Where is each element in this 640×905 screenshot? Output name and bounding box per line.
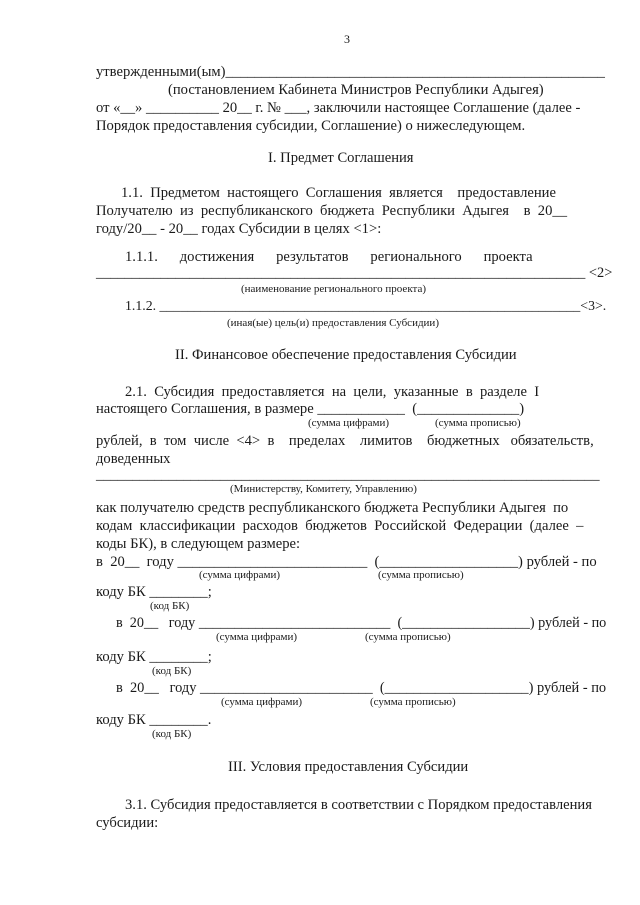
section-heading: I. Предмет Соглашения xyxy=(268,150,414,166)
doc-line: году/20__ - 20__ годах Субсидии в целях <1>: xyxy=(96,221,382,237)
doc-line: в 20__ году ________________________ (____________________) рублей - по xyxy=(116,680,607,696)
doc-line: коду БК ________. xyxy=(96,712,212,728)
doc-line: в 20__ году ___________________________ (__________________) рублей - по xyxy=(116,615,607,631)
doc-line: 3.1. Субсидия предоставляется в соответствии с Порядком предоставления xyxy=(125,797,592,813)
doc-line: кодам классификации расходов бюджетов Российской Федерации (далее – xyxy=(96,518,584,534)
doc-line: как получателю средств республиканского бюджета Республики Адыгея по xyxy=(96,500,569,516)
doc-line: 1.1.1. достижения результатов регионального проекта xyxy=(125,249,533,265)
doc-line: 1.1. Предметом настоящего Соглашения является предоставление xyxy=(121,185,556,201)
doc-line: в 20__ году __________________________ (___________________) рублей - по xyxy=(96,554,597,570)
page-number: 3 xyxy=(344,32,350,46)
doc-line: 1.1.2. _____________________________________________________________<3>. xyxy=(125,298,607,313)
doc-line: утвержденными(ым)____________________________________________________ xyxy=(96,64,605,80)
doc-line: 2.1. Субсидия предоставляется на цели, указанные в разделе I xyxy=(125,384,540,400)
caption: (сумма прописью) xyxy=(435,417,521,429)
caption: (иная(ые) цель(и) предоставления Субсидии) xyxy=(227,317,439,329)
section-heading: II. Финансовое обеспечение предоставления Субсидии xyxy=(175,347,517,363)
doc-line: коду БК ________; xyxy=(96,649,212,665)
doc-line: Порядок предоставления субсидии, Соглашение) о нижеследующем. xyxy=(96,118,526,134)
caption: (сумма прописью) xyxy=(370,696,456,708)
section-heading: III. Условия предоставления Субсидии xyxy=(228,759,469,775)
doc-line: Получателю из республиканского бюджета Республики Адыгея в 20__ xyxy=(96,203,567,219)
caption: (сумма прописью) xyxy=(365,631,451,643)
doc-line: коды БК), в следующем размере: xyxy=(96,536,301,552)
caption: (наименование регионального проекта) xyxy=(241,283,427,295)
doc-line: субсидии: xyxy=(96,815,159,831)
doc-line: _____________________________________________________________________ xyxy=(96,467,600,483)
doc-line: рублей, в том числе <4> в пределах лимитов бюджетных обязательств, xyxy=(96,433,594,449)
doc-line: доведенных xyxy=(96,451,171,467)
caption: (сумма цифрами) xyxy=(221,696,303,708)
caption: (код БК) xyxy=(152,728,192,740)
doc-line: от «__» __________ 20__ г. № ___, заключили настоящее Соглашение (далее - xyxy=(96,100,581,116)
caption: (сумма цифрами) xyxy=(199,569,281,581)
caption: (постановлением Кабинета Министров Республики Адыгея) xyxy=(168,82,544,98)
caption: (код БК) xyxy=(152,665,192,677)
doc-line: ____________________________________________________________________ <2> xyxy=(96,265,613,281)
caption: (код БК) xyxy=(150,600,190,612)
caption: (Министерству, Комитету, Управлению) xyxy=(230,483,417,495)
caption: (сумма цифрами) xyxy=(216,631,298,643)
caption: (сумма прописью) xyxy=(378,569,464,581)
doc-line: коду БК ________; xyxy=(96,584,212,600)
doc-line: настоящего Соглашения, в размере ____________ (______________) xyxy=(96,401,525,417)
caption: (сумма цифрами) xyxy=(308,417,390,429)
